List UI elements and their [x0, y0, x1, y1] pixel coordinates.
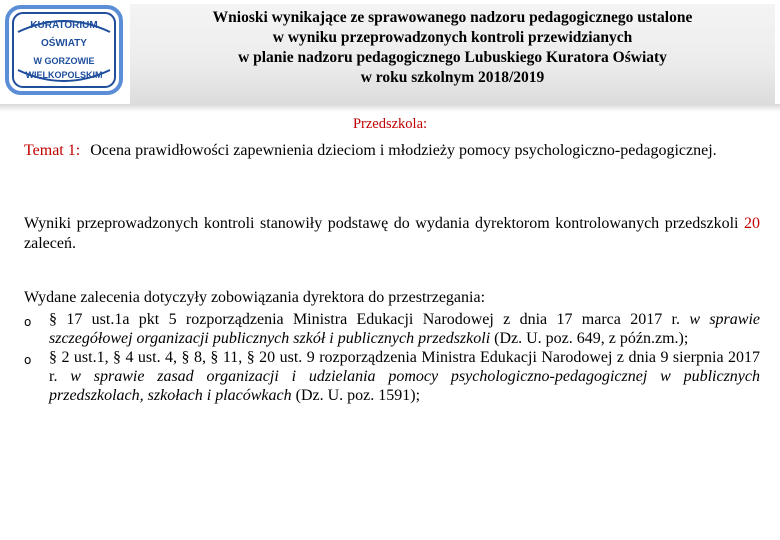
item-2-italic: w sprawie zasad organizacji i udzielania pomocy psychologiczno-pedagogicznej w publicznych przedszkolach, szkołach i placówkach: [49, 368, 761, 404]
recommendations-heading: Wydane zalecenia dotyczyły zobowiązania dyrektora do przestrzegania:: [24, 289, 486, 306]
topic-label: Temat 1:: [24, 142, 81, 159]
logo-line2: OŚWIATY: [41, 38, 87, 49]
section-subtitle: Przedszkola:: [352, 116, 428, 132]
recommendations-count: 20: [744, 215, 760, 232]
results-paragraph: [24, 214, 760, 254]
title-line-1: Wnioski wynikające ze sprawowanego nadzoru pedagogicznego ustalone: [212, 9, 693, 26]
title-line-3: w planie nadzoru pedagogicznego Lubuskiego Kuratora Oświaty: [238, 49, 667, 66]
title-line-2: w wyniku przeprowadzonych kontroli przewidzianych: [272, 29, 633, 46]
item-2-tail: (Dz. U. poz. 1591);: [291, 387, 421, 404]
item-1-text: § 17 ust.1a pkt 5 rozporządzenia Ministra Edukacji Narodowej z dnia 17 marca 2017 r.: [49, 311, 690, 328]
page-title: [130, 4, 775, 104]
results-text-after: zaleceń.: [24, 235, 76, 252]
logo-line4: WIELKOPOLSKIM: [25, 70, 103, 80]
recommendations-section: [24, 288, 760, 405]
bullet-icon: o: [24, 353, 32, 367]
item-1-tail: (Dz. U. poz. 649, z późn.zm.);: [490, 330, 689, 347]
list-item: [24, 310, 760, 348]
list-item: [24, 348, 760, 405]
logo-graphic: [4, 4, 124, 96]
header-divider: [0, 104, 780, 112]
item-1-italic: w sprawie szczegółowej organizacji publicznych szkół i publicznych przedszkoli: [49, 311, 760, 347]
logo-line1: KURATORIUM: [30, 20, 98, 31]
topic-text: Ocena prawidłowości zapewnienia dzieciom i młodzieży pomocy psychologiczno-pedagogicznej.: [90, 142, 717, 159]
kuratorium-logo: [4, 4, 124, 96]
topic-block: [24, 141, 760, 161]
results-text-before: Wyniki przeprowadzonych kontroli stanowiły podstawę do wydania dyrektorom kontrolowanych przedszkoli: [24, 215, 744, 232]
title-line-4: w roku szkolnym 2018/2019: [360, 69, 545, 86]
item-2-text: § 2 ust.1, § 4 ust. 4, § 8, § 11, § 20 ust. 9 rozporządzenia Ministra Edukacji Narodowej z dnia 9 sierpnia 2017 r.: [49, 349, 760, 385]
logo-line3: W GORZOWIE: [33, 56, 95, 66]
bullet-icon: o: [24, 315, 32, 329]
